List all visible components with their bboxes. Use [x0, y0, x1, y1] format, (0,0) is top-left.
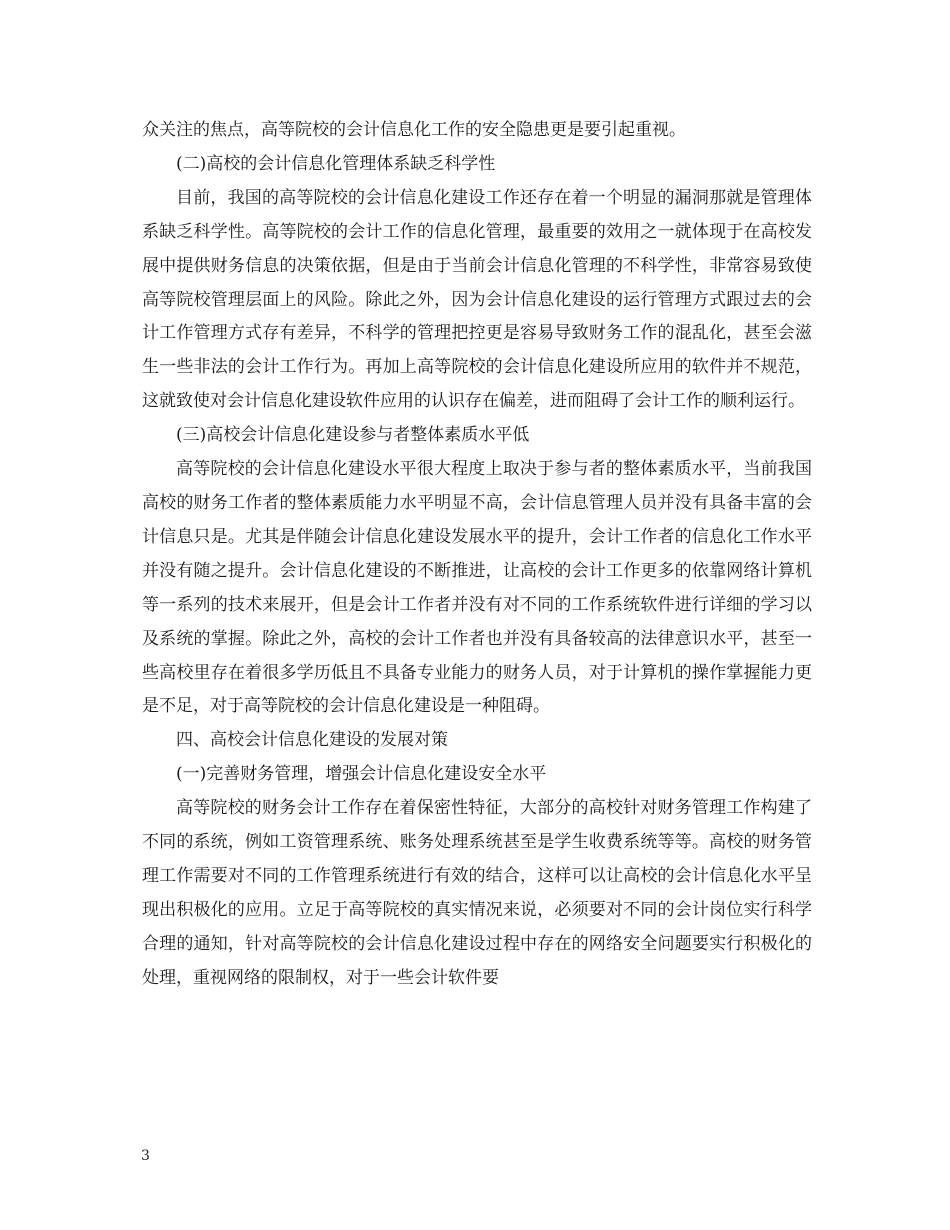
section-heading: (一)完善财务管理，增强会计信息化建设安全水平	[176, 764, 547, 785]
chapter-heading: 四、高校会计信息化建设的发展对策	[176, 730, 448, 751]
section-heading: (三)高校会计信息化建设参与者整体素质水平低	[176, 425, 530, 446]
paragraph: 目前，我国的高等院校的会计信息化建设工作还存在着一个明显的漏洞那就是管理体系缺乏科学性。高等院校的会计工作的信息化管理，最重要的效用之一就体现于在高校发展中提供财务信息的决策依据，但是由于当前会计信息化管理的不科学性，非常容易致使高等院校管理层面上的风险。除此之外，因为会计信息化建设的运行管理方式跟过去的会计工作管理方式存有差异，不科学的管理把控更是容易导致财务工作的混乱化，甚至会滋生一些非法的会计工作行为。再加上高等院校的会计信息化建设所应用的软件并不规范，这就致使对会计信息化建设软件应用的认识存在偏差，进而阻碍了会计工作的顺利运行。	[142, 187, 812, 412]
page-number: 3	[141, 1148, 150, 1164]
section-heading: (二)高校的会计信息化管理体系缺乏科学性	[176, 153, 496, 174]
paragraph: 众关注的焦点，高等院校的会计信息化工作的安全隐患更是要引起重视。	[142, 120, 686, 140]
document-body	[142, 114, 812, 996]
paragraph: 高等院校的财务会计工作存在着保密性特征，大部分的高校针对财务管理工作构建了不同的系统，例如工资管理系统、账务处理系统甚至是学生收费系统等等。高校的财务管理工作需要对不同的工作管理系统进行有效的结合，这样可以让高校的会计信息化水平呈现出积极化的应用。立足于高等院校的真实情况来说，必须要对不同的会计岗位实行科学合理的通知，针对高等院校的会计信息化建设过程中存在的网络安全问题要实行积极化的处理，重视网络的限制权，对于一些会计软件要	[142, 798, 812, 988]
paragraph: 高等院校的会计信息化建设水平很大程度上取决于参与者的整体素质水平，当前我国高校的财务工作者的整体素质能力水平明显不高，会计信息管理人员并没有具备丰富的会计信息只是。尤其是伴随会计信息化建设发展水平的提升，会计工作者的信息化工作水平并没有随之提升。会计信息化建设的不断推进，让高校的会计工作更多的依靠网络计算机等一系列的技术来展开，但是会计工作者并没有对不同的工作系统软件进行详细的学习以及系统的掌握。除此之外，高校的会计工作者也并没有具备较高的法律意识水平，甚至一些高校里存在着很多学历低且不具备专业能力的财务人员，对于计算机的操作掌握能力更是不足，对于高等院校的会计信息化建设是一种阻碍。	[142, 459, 812, 717]
